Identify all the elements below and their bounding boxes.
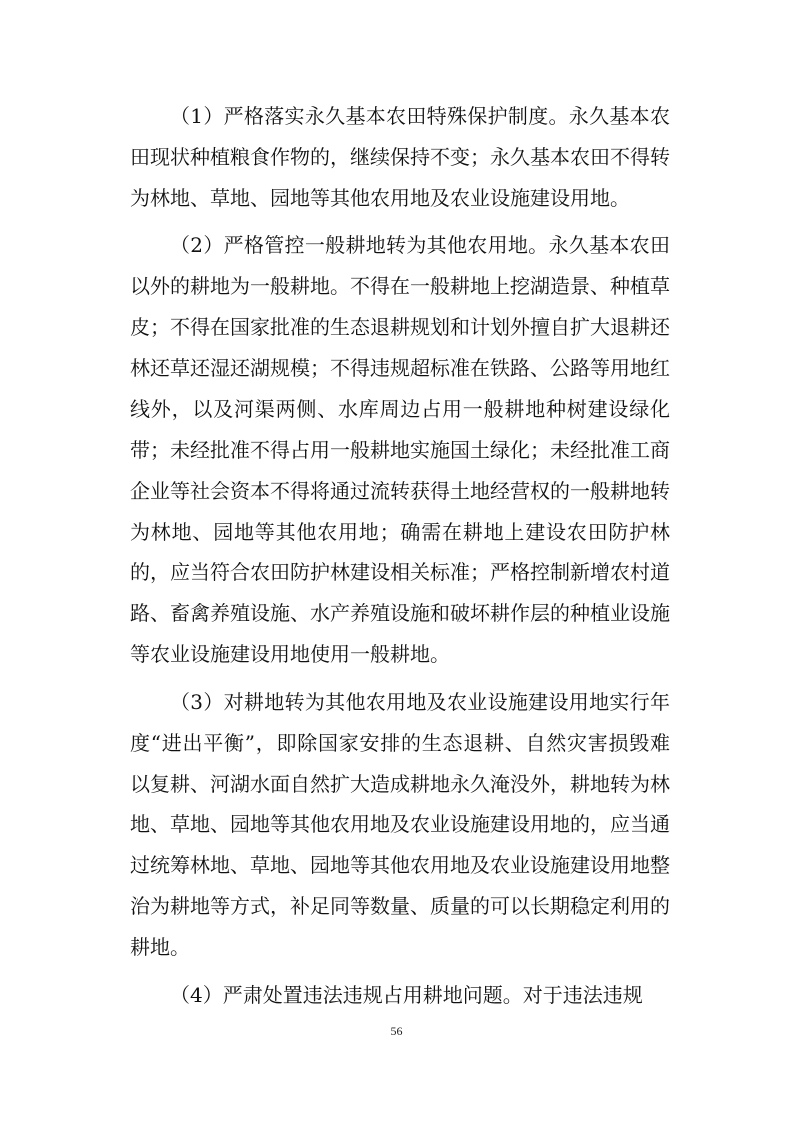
document-body (130, 96, 670, 1022)
paragraph-1: （1）严格落实永久基本农田特殊保护制度。永久基本农田现状种植粮食作物的，继续保持不变；永久基本农田不得转为林地、草地、园地等其他农用地及农业设施建设用地。 (130, 104, 670, 210)
paragraph-3: （3）对耕地转为其他农用地及农业设施建设用地实行年度“进出平衡”，即除国家安排的生态退耕、自然灾害损毁难以复耕、河湖水面自然扩大造成耕地永久淹没外，耕地转为林地、草地、园地等其他农用地及农业设施建设用地的，应当通过统筹林地、草地、园地等其他农用地及农业设施建设用地整治为耕地等方式，补足同等数量、质量的可以长期稳定利用的耕地。 (130, 689, 670, 960)
page-number: 56 (390, 1024, 403, 1038)
paragraph-4: （4）严肃处置违法违规占用耕地问题。对于违法违规 (170, 982, 643, 1007)
paragraph-2: （2）严格管控一般耕地转为其他农用地。永久基本农田以外的耕地为一般耕地。不得在一般耕地上挖湖造景、种植草皮；不得在国家批准的生态退耕规划和计划外擅自扩大退耕还林还草还湿还湖规模；不得违规超标准在铁路、公路等用地红线外，以及河渠两侧、水库周边占用一般耕地种树建设绿化带；未经批准不得占用一般耕地实施国土绿化；未经批准工商企业等社会资本不得将通过流转获得土地经营权的一般耕地转为林地、园地等其他农用地；确需在耕地上建设农田防护林的，应当符合农田防护林建设相关标准；严格控制新增农村道路、畜禽养殖设施、水产养殖设施和破坏耕作层的种植业设施等农业设施建设用地使用一般耕地。 (130, 233, 670, 667)
